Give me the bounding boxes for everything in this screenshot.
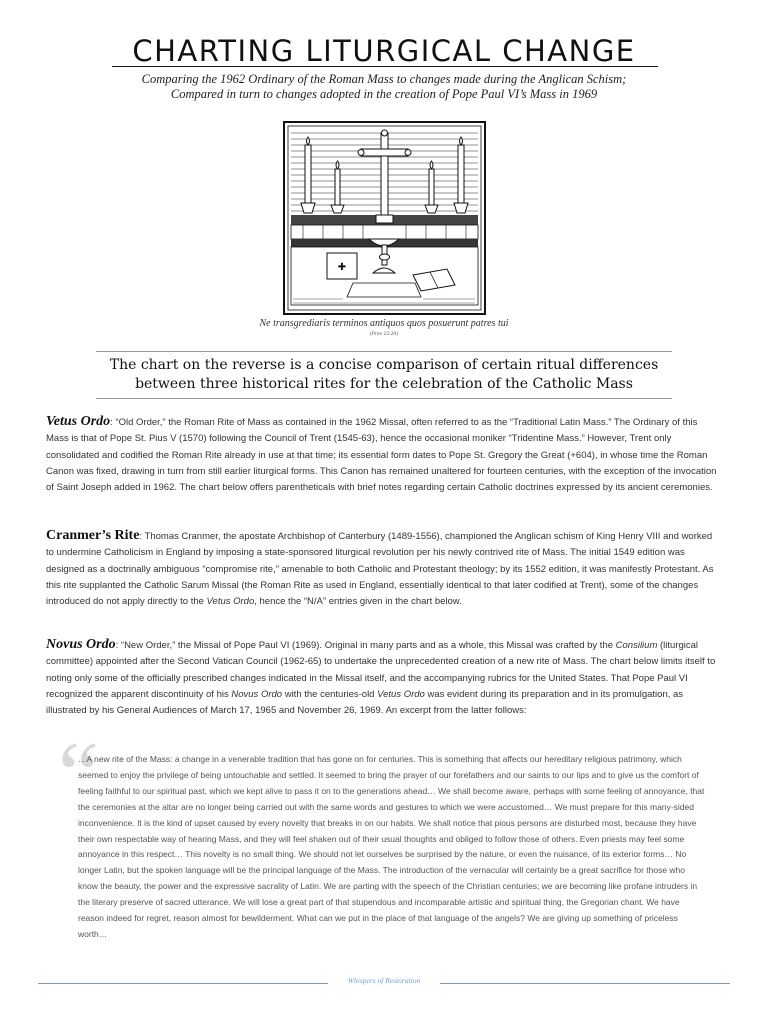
section-text: : Thomas Cranmer, the apostate Archbishop of Canterbury (1489-1556), championed the Anglican schism of King Henry VIII and worked to undermine Catholicism in England by imposing a state-sponsored liturgical revolution per his newly contrived rite of Mass. The initial 1549 edition was designed as a doctrinally ambiguous “compromise rite,” amenable to both Catholic and Protestant theology; by its 1552 edition, it was manifestly Protestant. As this rite supplanted the Catholic Sarum Missal (the Roman Rite as used in England, essentially identical to that later codified at Trent), some of the changes introduced do not apply directly to the <box>46 531 714 608</box>
intro-bottom-rule <box>96 398 672 399</box>
section-vetus-ordo <box>46 414 722 496</box>
subtitle-line-2: Compared in turn to changes adopted in the creation of Pope Paul VI’s Mass in 1969 <box>170 87 598 101</box>
page-title: CHARTING LITURGICAL CHANGE <box>132 34 636 68</box>
section-text-italic: Vetus Ordo <box>206 596 255 608</box>
illustration-caption: Ne transgrediaris terminos antiquos quos posuerunt patres tui <box>259 318 509 329</box>
section-term: Cranmer’s Rite <box>46 528 140 543</box>
quote-mark-icon: “ <box>58 723 99 825</box>
footer-text: Whispers of Restoration <box>347 976 421 985</box>
footer-rule-left <box>38 983 328 984</box>
intro-line-1: The chart on the reverse is a concise comparison of certain ritual differences <box>109 357 659 373</box>
section-text: with the centuries-old <box>282 688 378 700</box>
section-cranmers-rite <box>46 528 722 610</box>
section-term: Novus Ordo <box>46 637 116 652</box>
intro-statement <box>80 356 688 394</box>
intro-line-2: between three historical rites for the celebration of the Catholic Mass <box>135 376 633 392</box>
section-text-italic: Consilium <box>615 640 658 651</box>
subtitle-line-1: Comparing the 1962 Ordinary of the Roman Mass to changes made during the Anglican Schism; <box>141 72 627 86</box>
section-text: : “Old Order,” the Roman Rite of Mass as contained in the 1962 Missal, often referred to as the “Traditional Latin Mass.” The Ordinary of this Mass is that of Pope St. Pius V (1570) following the Council of Trent (1545-63), hence the occasional moniker “Tridentine Mass.” However, Trent only consolidated and codified the Roman Rite already in use at that time; its essential form dates to Pope St. Gregory the Great (+604), in whose time the Roman Canon was fixed, drawing in turn from still earlier liturgical forms. This Canon has remained unaltered for fourteen centuries, with the exception of the invocation of Saint Joseph added in 1962. The chart below offers parentheticals with brief notes regarding certain Catholic doctrines expressed by its ancient ceremonies. <box>46 417 717 494</box>
section-text: , hence the “N/A” entries given in the chart below. <box>254 596 462 608</box>
caption-reference: (Prov 22:28) <box>370 331 398 337</box>
section-term: Vetus Ordo <box>46 414 111 429</box>
intro-top-rule <box>96 351 672 352</box>
svg-text:✚: ✚ <box>337 262 347 273</box>
altar-illustration <box>283 121 486 315</box>
section-text: : “New Order,” the Missal of Pope Paul VI (1969). Original in many parts and as a whole, this Missal was crafted by the <box>115 640 616 651</box>
section-text-italic: Novus Ordo <box>231 688 283 700</box>
subtitle <box>60 72 708 102</box>
footer-rule-right <box>440 983 730 984</box>
section-text: was evident during its preparation and in its promulgation, as illustrated by his General Audiences of March 17, 1965 and November 26, 1969. An excerpt from the latter follows: <box>46 688 684 717</box>
section-text: (liturgical committee) appointed after the Second Vatican Council (1962-65) to undertake the unprecedented creation of a new rite of Mass. The chart below limits itself to noting only some of the officially prescribed changes indicated in the Missal itself, and the accompanying rubrics for the United States. That Pope Paul VI recognized the apparent discontinuity of his <box>46 640 716 700</box>
section-novus-ordo <box>46 637 722 719</box>
section-text-italic: Vetus Ordo <box>377 688 425 700</box>
block-quote: …A new rite of the Mass: a change in a venerable tradition that has gone on for centuries. This is something that affects our hereditary religious patrimony, which seemed to enjoy the privilege of being untouchable and settled. It seemed to bring the prayer of our forefathers and our saints to our lips and to give us the comfort of feeling faithful to our spiritual past, which we kept alive to pass it on to the generations ahead… We shall become aware, perhaps with some feeling of annoyance, that the ceremonies at the altar are no longer being carried out with the same words and gestures to which we were accustomed… We must prepare for this many-sided inconvenience. It is the kind of upset caused by every novelty that breaks in on our habits. We shall notice that pious persons are disturbed most, because they have their own respectable way of hearing Mass, and they will feel shaken out of their usual thoughts and obliged to follow those of others. Even priests may feel some annoyance in this respect… This novelty is no small thing. We should not let ourselves be surprised by the nature, or even the nuisance, of its exterior forms… No longer Latin, but the spoken language will be the principal language of the Mass. The introduction of the vernacular will certainly be a great sacrifice for those who know the beauty, the power and the expressive sacrality of Latin. We are parting with the speech of the Christian centuries; we are becoming like profane intruders in the literary preserve of sacred utterance. We will lose a great part of that stupendous and incomparable artistic and spiritual thing, the Gregorian chant. We have reason indeed for regret, reason almost for bewilderment. What can we put in the place of that language of the angels? We are giving up something of priceless worth… <box>78 754 705 939</box>
title-underline <box>112 66 658 67</box>
